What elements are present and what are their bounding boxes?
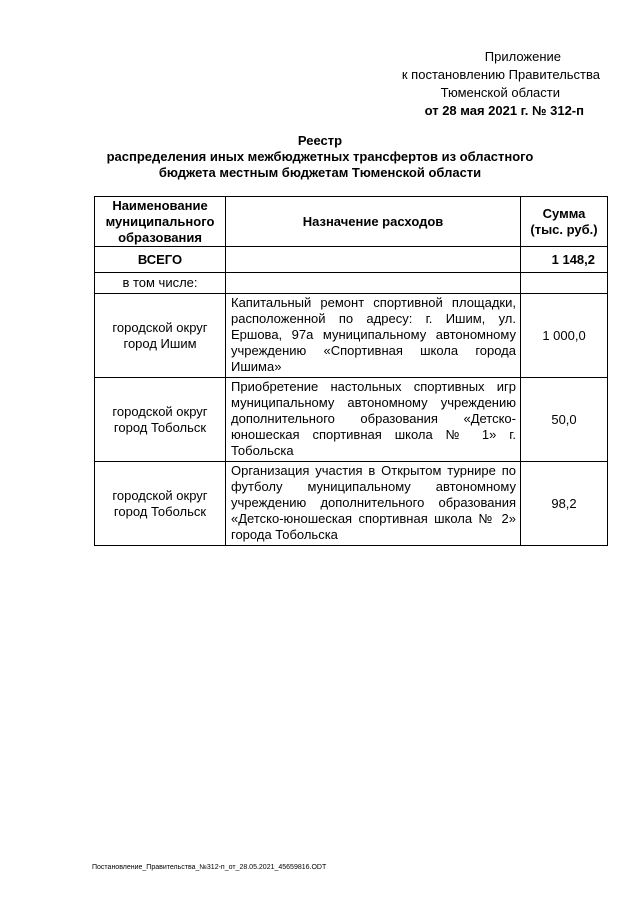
row-purpose: Организация участия в Открытом турнире по футболу муниципальному автономному учреждению дополнительного образования «Детско-юношеская спортивная школа № 2» города Тобольска [226,462,521,546]
document-title [60,133,580,181]
subheader-label: в том числе: [95,273,226,294]
row-sum: 1 000,0 [521,294,608,378]
header-purpose: Назначение расходов [226,197,521,247]
appendix-label: Приложение [484,49,561,64]
appendix-region: Тюменской области [440,85,560,100]
title-line-3: бюджета местным бюджетам Тюменской области [158,165,482,180]
row-purpose: Капитальный ремонт спортивной площадки, расположенной по адресу: г. Ишим, ул. Ершова, 97а муниципальному автономному учреждению «Спортивная школа города Ишима» [226,294,521,378]
header-sum: Сумма (тыс. руб.) [521,197,608,247]
row-name: городской округ город Тобольск [95,378,226,462]
subheader-sum [521,273,608,294]
row-purpose: Приобретение настольных спортивных игр муниципальному автономному учреждению дополнительного образования «Детско-юношеская спортивная школа № 1» г. Тобольска [226,378,521,462]
appendix-resolution: к постановлению Правительства [401,67,600,82]
row-sum: 50,0 [521,378,608,462]
title-line-2: распределения иных межбюджетных трансфертов из областного [106,149,534,164]
table-row [95,294,608,378]
header-name: Наименование муниципального образования [95,197,226,247]
table-header-row [95,197,608,247]
subheader-row [95,273,608,294]
row-sum: 98,2 [521,462,608,546]
footer-filename: Постановление_Правительства_№312-п_от_28.05.2021_45659816.ODT [92,864,327,871]
row-name: городской округ город Ишим [95,294,226,378]
table-row [95,462,608,546]
table-row [95,378,608,462]
title-line-1: Реестр [297,133,343,148]
registry-table [94,196,608,546]
row-name: городской округ город Тобольск [95,462,226,546]
appendix-header [300,48,600,120]
appendix-date-number: от 28 мая 2021 г. № 312-п [424,103,584,118]
total-row [95,247,608,273]
total-sum: 1 148,2 [521,247,608,273]
subheader-purpose [226,273,521,294]
total-label: ВСЕГО [95,247,226,273]
total-purpose [226,247,521,273]
